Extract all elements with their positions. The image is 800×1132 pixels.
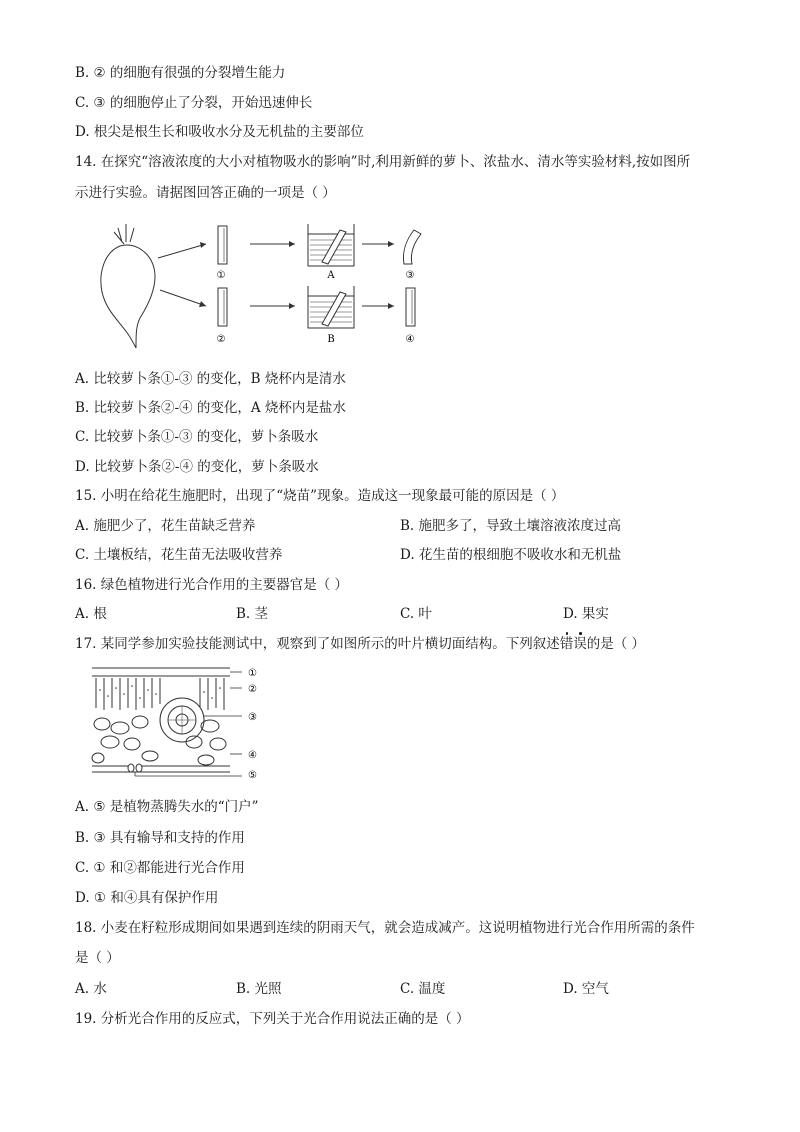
q14-option-a: A. 比较萝卜条①-③ 的变化，B 烧杯内是清水 <box>75 371 346 387</box>
q18-option-b: B. 光照 <box>236 981 282 997</box>
q13-option-b: B. ② 的细胞有很强的分裂增生能力 <box>75 65 286 81</box>
vein-bundle <box>160 698 204 742</box>
strip-1-label: ① <box>216 270 226 281</box>
q14-option-d: D. 比较萝卜条②-④ 的变化，萝卜条吸水 <box>75 459 319 475</box>
q13-option-c: C. ③ 的细胞停止了分裂，开始迅速伸长 <box>75 95 313 111</box>
q16-option-d: D. 果实 <box>563 606 609 622</box>
q15-option-b: B. 施肥多了，导致土壤溶液浓度过高 <box>400 518 622 534</box>
palisade-layer <box>96 678 224 710</box>
q13-option-d: D. 根尖是根生长和吸收水分及无机盐的主要部位 <box>75 124 364 140</box>
radish-strip-1 <box>218 226 227 264</box>
q17-option-c: C. ① 和②都能进行光合作用 <box>75 860 245 876</box>
q18-option-c: C. 温度 <box>400 981 446 997</box>
beaker-a-label: A <box>327 270 335 281</box>
q15-option-c: C. 土壤板结，花生苗无法吸收营养 <box>75 547 283 563</box>
radish-icon <box>101 224 155 348</box>
q15-option-d: D. 花生苗的根细胞不吸收水和无机盐 <box>400 547 622 563</box>
q16-option-c: C. 叶 <box>400 606 432 622</box>
q18-option-a: A. 水 <box>75 981 107 997</box>
q14-option-b: B. 比较萝卜条②-④ 的变化，A 烧杯内是盐水 <box>75 400 346 416</box>
q18-option-d: D. 空气 <box>563 981 609 997</box>
q15-option-a: A. 施肥少了，花生苗缺乏营养 <box>75 518 256 534</box>
q15-stem: 15. 小明在给花生施肥时，出现了“烧苗”现象。造成这一现象最可能的原因是（ ） <box>75 488 565 504</box>
spongy-layer <box>92 716 226 765</box>
leaf-label-2: ② <box>248 684 257 695</box>
leaf-label-1: ① <box>248 668 257 679</box>
q14-stem-line2: 示进行实验。请据图回答正确的一项是（ ） <box>75 185 336 201</box>
q17-option-b: B. ③ 具有输导和支持的作用 <box>75 830 245 846</box>
radish-strip-4 <box>406 288 415 326</box>
q16-option-b: B. 茎 <box>236 606 269 622</box>
beaker-b <box>308 286 354 328</box>
leaf-cross-section-figure <box>90 664 265 780</box>
leaf-label-3: ③ <box>248 712 257 723</box>
q17-option-d: D. ① 和④具有保护作用 <box>75 890 219 906</box>
strip-2-label: ② <box>216 334 226 345</box>
q17-stem-pre: 17. 某同学参加实验技能测试中，观察到了如图所示的叶片横切面结构。下列叙述 <box>75 636 560 652</box>
q14-option-c: C. 比较萝卜条①-③ 的变化，萝卜条吸水 <box>75 429 319 445</box>
q17-option-a: A. ⑤ 是植物蒸腾失水的“门户” <box>75 799 259 815</box>
beaker-a <box>308 224 354 266</box>
q18-stem-line2: 是（ ） <box>75 950 120 966</box>
q16-option-a: A. 根 <box>75 606 107 622</box>
q17-stem <box>75 635 645 653</box>
beaker-b-label: B <box>327 334 335 345</box>
radish-experiment-figure <box>90 222 430 350</box>
q19-stem: 19. 分析光合作用的反应式，下列关于光合作用说法正确的是（ ） <box>75 1011 470 1027</box>
q18-stem-line1: 18. 小麦在籽粒形成期间如果遇到连续的阴雨天气，就会造成减产。这说明植物进行光合作用所需的条件 <box>75 920 695 936</box>
strip-4-label: ④ <box>405 334 415 345</box>
leaf-label-5: ⑤ <box>248 770 257 780</box>
strip-3-label: ③ <box>405 270 415 281</box>
q14-stem-line1: 14. 在探究“溶液浓度的大小对植物吸水的影响”时,利用新鲜的萝卜、浓盐水、清水等实验材料,按如图所 <box>75 154 691 170</box>
radish-strip-3 <box>403 230 421 264</box>
stoma <box>128 764 142 772</box>
q17-emphasis-2: 误 <box>573 636 587 652</box>
radish-strip-2 <box>218 288 227 326</box>
q17-stem-post: 的是（ ） <box>586 636 646 652</box>
leaf-label-4: ④ <box>248 750 257 761</box>
q16-stem: 16. 绿色植物进行光合作用的主要器官是（ ） <box>75 577 349 593</box>
q17-emphasis-1: 错 <box>559 636 574 652</box>
